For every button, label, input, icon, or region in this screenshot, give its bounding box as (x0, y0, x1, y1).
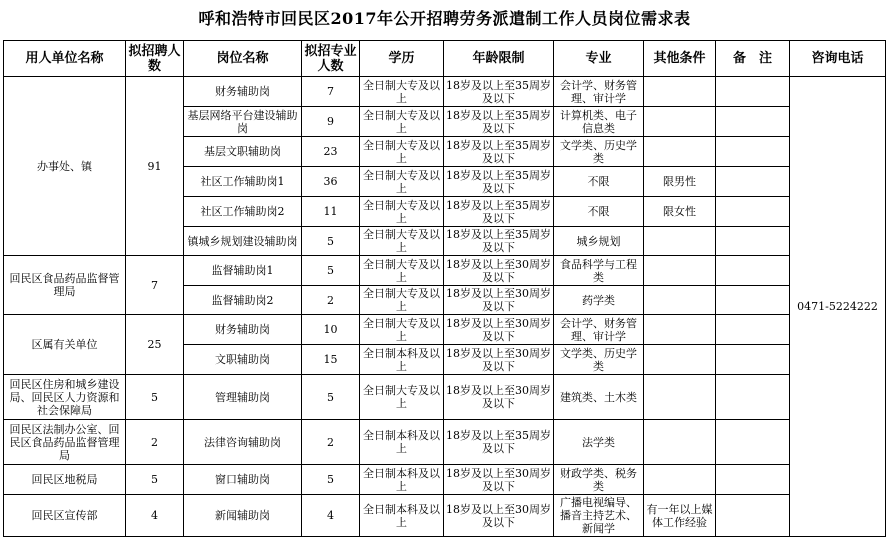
major: 建筑类、土木类 (554, 375, 644, 420)
unit-total: 5 (126, 465, 184, 495)
post-name: 管理辅助岗 (184, 375, 302, 420)
age-limit: 18岁及以上至35周岁及以下 (444, 77, 554, 107)
post-name: 基层文职辅助岗 (184, 137, 302, 167)
major: 计算机类、电子信息类 (554, 107, 644, 137)
age-limit: 18岁及以上至30周岁及以下 (444, 375, 554, 420)
other-conditions (644, 137, 716, 167)
post-name: 监督辅助岗1 (184, 256, 302, 286)
post-name: 财务辅助岗 (184, 315, 302, 345)
age-limit: 18岁及以上至35周岁及以下 (444, 197, 554, 227)
age-limit: 18岁及以上至35周岁及以下 (444, 107, 554, 137)
unit-total: 2 (126, 420, 184, 465)
header-phone: 咨询电话 (790, 41, 886, 77)
major: 不限 (554, 197, 644, 227)
note (716, 77, 790, 107)
header-edu: 学历 (360, 41, 444, 77)
post-count: 11 (302, 197, 360, 227)
education: 全日制大专及以上 (360, 256, 444, 286)
education: 全日制大专及以上 (360, 315, 444, 345)
education: 全日制大专及以上 (360, 167, 444, 197)
major: 文学类、历史学类 (554, 345, 644, 375)
major: 文学类、历史学类 (554, 137, 644, 167)
major: 广播电视编导、播音主持艺术、新闻学 (554, 495, 644, 537)
post-count: 36 (302, 167, 360, 197)
education: 全日制大专及以上 (360, 107, 444, 137)
note (716, 465, 790, 495)
age-limit: 18岁及以上至30周岁及以下 (444, 315, 554, 345)
note (716, 315, 790, 345)
education: 全日制大专及以上 (360, 137, 444, 167)
table-row (4, 77, 886, 107)
post-count: 23 (302, 137, 360, 167)
post-name: 镇城乡规划建设辅助岗 (184, 227, 302, 256)
header-age: 年龄限制 (444, 41, 554, 77)
education: 全日制本科及以上 (360, 345, 444, 375)
header-post: 岗位名称 (184, 41, 302, 77)
age-limit: 18岁及以上至30周岁及以下 (444, 465, 554, 495)
education: 全日制大专及以上 (360, 286, 444, 315)
post-name: 社区工作辅助岗1 (184, 167, 302, 197)
major: 食品科学与工程类 (554, 256, 644, 286)
post-count: 5 (302, 465, 360, 495)
post-count: 5 (302, 227, 360, 256)
unit-total: 91 (126, 77, 184, 256)
contact-phone: 0471-5224222 (790, 77, 886, 537)
header-major: 专业 (554, 41, 644, 77)
note (716, 227, 790, 256)
header-note: 备 注 (716, 41, 790, 77)
other-conditions (644, 256, 716, 286)
table-row (4, 256, 886, 286)
note (716, 420, 790, 465)
post-name: 监督辅助岗2 (184, 286, 302, 315)
other-conditions (644, 420, 716, 465)
post-name: 文职辅助岗 (184, 345, 302, 375)
note (716, 197, 790, 227)
post-name: 社区工作辅助岗2 (184, 197, 302, 227)
post-name: 财务辅助岗 (184, 77, 302, 107)
post-name: 法律咨询辅助岗 (184, 420, 302, 465)
note (716, 345, 790, 375)
unit-total: 4 (126, 495, 184, 537)
other-conditions (644, 227, 716, 256)
age-limit: 18岁及以上至35周岁及以下 (444, 420, 554, 465)
note (716, 256, 790, 286)
age-limit: 18岁及以上至30周岁及以下 (444, 256, 554, 286)
post-count: 2 (302, 420, 360, 465)
post-name: 窗口辅助岗 (184, 465, 302, 495)
age-limit: 18岁及以上至35周岁及以下 (444, 137, 554, 167)
major: 财政学类、税务类 (554, 465, 644, 495)
table-row (4, 465, 886, 495)
table-row (4, 315, 886, 345)
other-conditions: 限男性 (644, 167, 716, 197)
note (716, 286, 790, 315)
unit-name: 办事处、镇 (4, 77, 126, 256)
unit-total: 5 (126, 375, 184, 420)
post-count: 5 (302, 256, 360, 286)
unit-name: 区属有关单位 (4, 315, 126, 375)
other-conditions (644, 465, 716, 495)
unit-name: 回民区住房和城乡建设局、回民区人力资源和社会保障局 (4, 375, 126, 420)
major: 药学类 (554, 286, 644, 315)
unit-name: 回民区地税局 (4, 465, 126, 495)
note (716, 167, 790, 197)
unit-total: 7 (126, 256, 184, 315)
table-row (4, 420, 886, 465)
education: 全日制本科及以上 (360, 465, 444, 495)
other-conditions: 有一年以上媒体工作经验 (644, 495, 716, 537)
age-limit: 18岁及以上至30周岁及以下 (444, 286, 554, 315)
note (716, 495, 790, 537)
header-unit: 用人单位名称 (4, 41, 126, 77)
education: 全日制本科及以上 (360, 495, 444, 537)
age-limit: 18岁及以上至35周岁及以下 (444, 167, 554, 197)
other-conditions: 限女性 (644, 197, 716, 227)
unit-name: 回民区食品药品监督管理局 (4, 256, 126, 315)
page-title: 呼和浩特市回民区2017年公开招聘劳务派遣制工作人员岗位需求表 (198, 9, 691, 28)
post-count: 10 (302, 315, 360, 345)
post-count: 5 (302, 375, 360, 420)
other-conditions (644, 345, 716, 375)
education: 全日制本科及以上 (360, 420, 444, 465)
major: 会计学、财务管理、审计学 (554, 77, 644, 107)
other-conditions (644, 315, 716, 345)
education: 全日制大专及以上 (360, 375, 444, 420)
post-count: 4 (302, 495, 360, 537)
education: 全日制大专及以上 (360, 77, 444, 107)
age-limit: 18岁及以上至30周岁及以下 (444, 345, 554, 375)
major: 法学类 (554, 420, 644, 465)
education: 全日制大专及以上 (360, 227, 444, 256)
major: 不限 (554, 167, 644, 197)
other-conditions (644, 286, 716, 315)
education: 全日制大专及以上 (360, 197, 444, 227)
post-count: 7 (302, 77, 360, 107)
post-count: 2 (302, 286, 360, 315)
other-conditions (644, 107, 716, 137)
post-name: 新闻辅助岗 (184, 495, 302, 537)
post-count: 15 (302, 345, 360, 375)
other-conditions (644, 375, 716, 420)
unit-name: 回民区宣传部 (4, 495, 126, 537)
age-limit: 18岁及以上至30周岁及以下 (444, 495, 554, 537)
table-row (4, 495, 886, 537)
age-limit: 18岁及以上至35周岁及以下 (444, 227, 554, 256)
unit-total: 25 (126, 315, 184, 375)
note (716, 375, 790, 420)
header-row (4, 41, 886, 77)
header-num: 拟招专业人数 (302, 41, 360, 77)
recruitment-table (3, 40, 886, 537)
table-row (4, 375, 886, 420)
header-total: 拟招聘人数 (126, 41, 184, 77)
header-other: 其他条件 (644, 41, 716, 77)
note (716, 107, 790, 137)
other-conditions (644, 77, 716, 107)
note (716, 137, 790, 167)
post-count: 9 (302, 107, 360, 137)
major: 会计学、财务管理、审计学 (554, 315, 644, 345)
major: 城乡规划 (554, 227, 644, 256)
unit-name: 回民区法制办公室、回民区食品药品监督管理局 (4, 420, 126, 465)
post-name: 基层网络平台建设辅助岗 (184, 107, 302, 137)
